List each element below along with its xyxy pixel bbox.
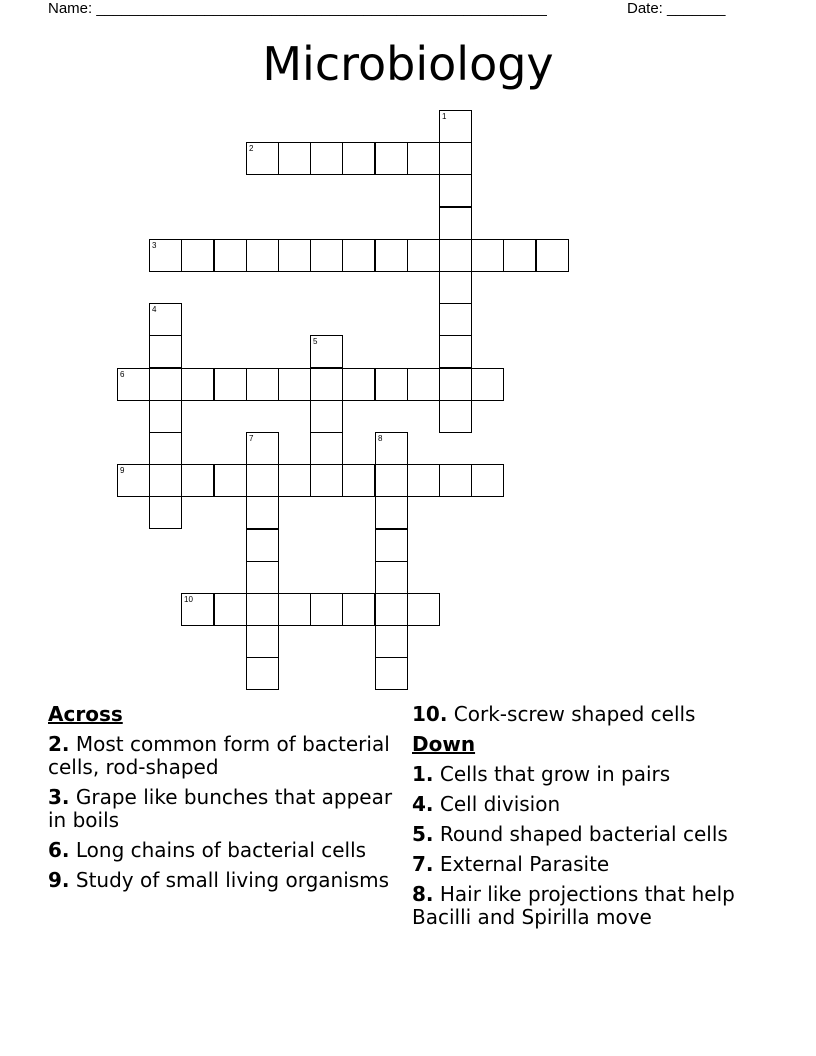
grid-cell[interactable] <box>278 593 311 626</box>
grid-cell[interactable] <box>439 464 472 497</box>
grid-cell[interactable] <box>278 464 311 497</box>
cell-number: 8 <box>378 434 383 443</box>
grid-cell[interactable] <box>246 496 279 529</box>
grid-cell[interactable] <box>181 239 214 272</box>
grid-cell[interactable] <box>214 239 247 272</box>
grid-cell[interactable] <box>117 464 150 497</box>
down-heading: Down <box>412 732 476 756</box>
grid-cell[interactable] <box>375 561 408 594</box>
grid-cell[interactable] <box>149 335 182 368</box>
page-title: Microbiology <box>262 37 554 91</box>
grid-cell[interactable] <box>246 368 279 401</box>
grid-cell[interactable] <box>375 657 408 690</box>
grid-cell[interactable] <box>278 142 311 175</box>
grid-cell[interactable] <box>278 239 311 272</box>
clue-down-1 <box>412 763 792 786</box>
cell-number: 5 <box>313 337 318 346</box>
grid-cell[interactable] <box>278 368 311 401</box>
grid-cell[interactable] <box>439 335 472 368</box>
grid-cell[interactable] <box>439 239 472 272</box>
grid-cell[interactable] <box>471 368 504 401</box>
grid-cell[interactable] <box>375 593 408 626</box>
grid-cell[interactable] <box>181 593 214 626</box>
grid-cell[interactable] <box>439 400 472 433</box>
grid-cell[interactable] <box>439 207 472 240</box>
clue-down-4 <box>412 793 792 816</box>
grid-cell[interactable] <box>246 593 279 626</box>
grid-cell[interactable] <box>246 625 279 658</box>
grid-cell[interactable] <box>439 271 472 304</box>
clue-number: 10. <box>412 702 448 726</box>
grid-cell[interactable] <box>471 239 504 272</box>
clue-number: 5. <box>412 822 434 846</box>
grid-cell[interactable] <box>407 368 440 401</box>
grid-cell[interactable] <box>149 464 182 497</box>
grid-cell[interactable] <box>310 400 343 433</box>
grid-cell[interactable] <box>310 432 343 465</box>
grid-cell[interactable] <box>342 368 375 401</box>
grid-cell[interactable] <box>310 368 343 401</box>
grid-cell[interactable] <box>536 239 569 272</box>
grid-cell[interactable] <box>342 464 375 497</box>
clue-text: Round shaped bacterial cells <box>433 822 728 846</box>
cell-number: 6 <box>120 370 125 379</box>
clue-number: 1. <box>412 762 434 786</box>
grid-cell[interactable] <box>149 400 182 433</box>
clue-text: Cells that grow in pairs <box>433 762 671 786</box>
cell-number: 4 <box>152 305 157 314</box>
grid-cell[interactable] <box>407 593 440 626</box>
grid-cell[interactable] <box>342 239 375 272</box>
grid-cell[interactable] <box>310 239 343 272</box>
grid-cell[interactable] <box>375 432 408 465</box>
clue-text: Most common form of bacterial cells, rod-shaped <box>48 732 390 779</box>
clue-column-left <box>48 703 408 899</box>
name-line: Name: ______________________________________________________ <box>48 0 547 17</box>
clue-text: Long chains of bacterial cells <box>69 838 367 862</box>
clue-across-3 <box>48 786 408 832</box>
grid-cell[interactable] <box>471 464 504 497</box>
grid-cell[interactable] <box>503 239 536 272</box>
grid-cell[interactable] <box>149 432 182 465</box>
clue-number: 7. <box>412 852 434 876</box>
clue-across-10 <box>412 703 792 726</box>
clue-number: 4. <box>412 792 434 816</box>
grid-cell[interactable] <box>439 368 472 401</box>
clue-column-right <box>412 703 792 936</box>
grid-cell[interactable] <box>407 464 440 497</box>
cell-number: 7 <box>249 434 254 443</box>
grid-cell[interactable] <box>375 625 408 658</box>
grid-cell[interactable] <box>342 142 375 175</box>
grid-cell[interactable] <box>246 432 279 465</box>
grid-cell[interactable] <box>246 657 279 690</box>
clue-across-9 <box>48 869 408 892</box>
cell-number: 10 <box>184 595 193 604</box>
date-line: Date: _______ <box>627 0 726 17</box>
grid-cell[interactable] <box>149 239 182 272</box>
clue-text: Cell division <box>433 792 561 816</box>
clue-number: 6. <box>48 838 70 862</box>
grid-cell[interactable] <box>181 368 214 401</box>
grid-cell[interactable] <box>375 368 408 401</box>
grid-cell[interactable] <box>375 142 408 175</box>
clue-text: External Parasite <box>433 852 610 876</box>
grid-cell[interactable] <box>214 593 247 626</box>
grid-cell[interactable] <box>149 303 182 336</box>
grid-cell[interactable] <box>214 464 247 497</box>
grid-cell[interactable] <box>407 142 440 175</box>
grid-cell[interactable] <box>181 464 214 497</box>
grid-cell[interactable] <box>407 239 440 272</box>
grid-cell[interactable] <box>310 335 343 368</box>
clue-down-7 <box>412 853 792 876</box>
grid-cell[interactable] <box>375 496 408 529</box>
clue-number: 3. <box>48 785 70 809</box>
across-heading: Across <box>48 702 123 726</box>
grid-cell[interactable] <box>439 110 472 143</box>
cell-number: 2 <box>249 144 254 153</box>
clue-across-6 <box>48 839 408 862</box>
grid-cell[interactable] <box>246 239 279 272</box>
grid-cell[interactable] <box>214 368 247 401</box>
clue-number: 2. <box>48 732 70 756</box>
grid-cell[interactable] <box>310 593 343 626</box>
grid-cell[interactable] <box>246 561 279 594</box>
grid-cell[interactable] <box>246 142 279 175</box>
clue-across-2 <box>48 733 408 779</box>
grid-cell[interactable] <box>342 593 375 626</box>
grid-cell[interactable] <box>375 239 408 272</box>
cell-number: 1 <box>442 112 447 121</box>
grid-cell[interactable] <box>439 303 472 336</box>
clue-text: Cork-screw shaped cells <box>447 702 696 726</box>
grid-cell[interactable] <box>149 368 182 401</box>
grid-cell[interactable] <box>117 368 150 401</box>
grid-cell[interactable] <box>310 464 343 497</box>
grid-cell[interactable] <box>439 142 472 175</box>
grid-cell[interactable] <box>375 464 408 497</box>
clue-text: Study of small living organisms <box>69 868 390 892</box>
grid-cell[interactable] <box>149 496 182 529</box>
clue-down-8 <box>412 883 792 929</box>
grid-cell[interactable] <box>375 529 408 562</box>
grid-cell[interactable] <box>310 142 343 175</box>
cell-number: 9 <box>120 466 125 475</box>
clue-down-5 <box>412 823 792 846</box>
clue-text: Hair like projections that help Bacilli and Spirilla move <box>412 882 735 929</box>
clue-number: 9. <box>48 868 70 892</box>
clue-number: 8. <box>412 882 434 906</box>
grid-cell[interactable] <box>246 464 279 497</box>
grid-cell[interactable] <box>439 174 472 207</box>
clue-text: Grape like bunches that appear in boils <box>48 785 393 832</box>
grid-cell[interactable] <box>246 529 279 562</box>
cell-number: 3 <box>152 241 157 250</box>
